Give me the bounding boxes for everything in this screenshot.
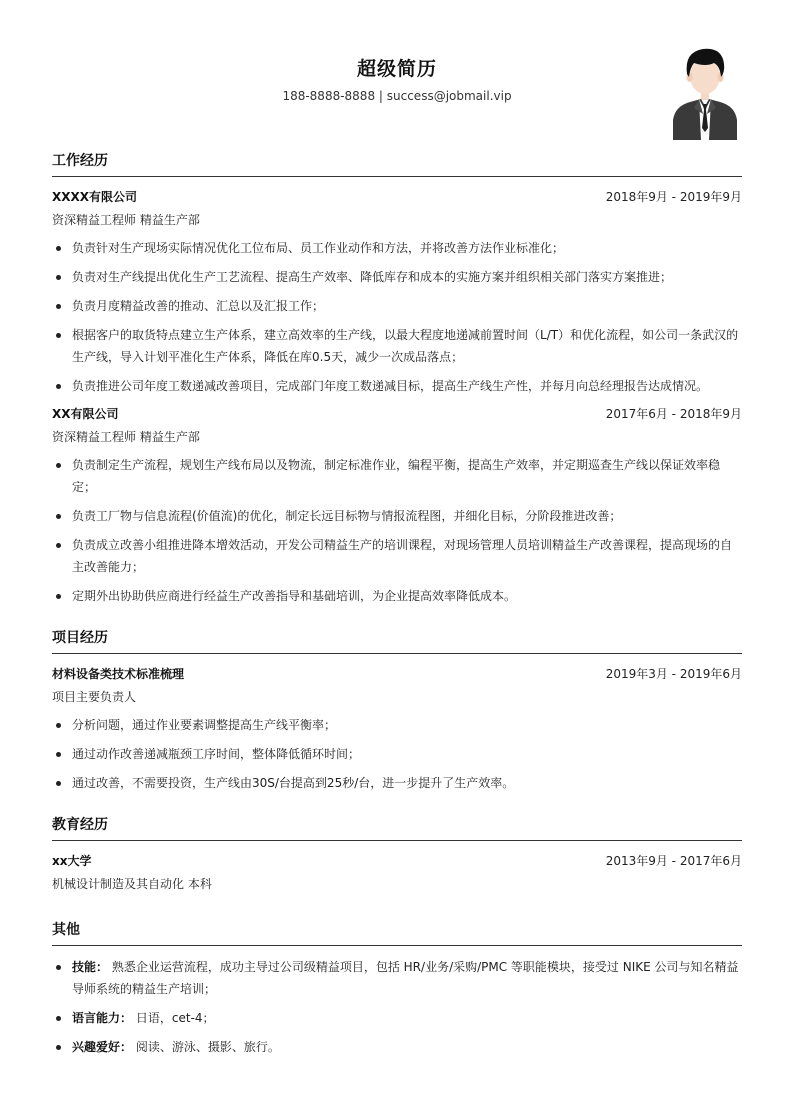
date-range: 2013年9月 - 2017年6月 <box>605 854 742 868</box>
date-range: 2017年6月 - 2018年9月 <box>605 407 742 421</box>
project-achievement-list <box>52 714 742 794</box>
company-name: XXXX有限公司 <box>52 190 138 204</box>
education-entry <box>52 851 742 895</box>
list-item: 负责针对生产现场实际情况优化工位布局、员工作业动作和方法，并将改善方法作业标准化； <box>52 237 742 259</box>
list-item <box>52 956 742 1000</box>
hobbies-text: 阅读、游泳、摄影、旅行。 <box>135 1040 280 1054</box>
language-label: 语言能力： <box>72 1011 133 1025</box>
responsibility-list <box>52 454 742 607</box>
candidate-name: 超级简历 <box>356 58 437 80</box>
job-title: 资深精益工程师 精益生产部 <box>52 430 200 444</box>
school-name: xx大学 <box>52 854 92 868</box>
list-item: 分析问题，通过作业要素调整提高生产线平衡率； <box>52 714 742 736</box>
major-degree: 机械设计制造及其自动化 本科 <box>52 877 212 891</box>
work-experience-section <box>52 150 742 607</box>
date-range: 2018年9月 - 2019年9月 <box>605 190 742 204</box>
education-section <box>52 814 742 895</box>
list-item: 负责成立改善小组推进降本增效活动，开发公司精益生产的培训课程，对现场管理人员培训精益生产改善课程，提高现场的自主改善能力； <box>52 534 742 578</box>
section-title-work: 工作经历 <box>52 150 742 177</box>
job-title: 资深精益工程师 精益生产部 <box>52 213 200 227</box>
list-item: 通过动作改善递减瓶颈工序时间，整体降低循环时间； <box>52 743 742 765</box>
list-item: 负责制定生产流程，规划生产线布局以及物流，制定标准作业，编程平衡，提高生产效率，并定期巡查生产线以保证效率稳定； <box>52 454 742 498</box>
contact-info: 188-8888-8888 | success@jobmail.vip <box>282 89 512 103</box>
list-item: 负责对生产线提出优化生产工艺流程、提高生产效率、降低库存和成本的实施方案并组织相关部门落实方案推进； <box>52 266 742 288</box>
language-text: 日语，cet-4； <box>135 1011 215 1025</box>
skills-text: 熟悉企业运营流程，成功主导过公司级精益项目，包括 HR/业务/采购/PMC 等职能模块，接受过 NIKE 公司与知名精益导师系统的精益生产培训； <box>72 960 739 996</box>
hobbies-label: 兴趣爱好： <box>72 1040 133 1054</box>
resume-page <box>52 0 742 1065</box>
skills-label: 技能： <box>72 960 109 974</box>
list-item: 负责推进公司年度工数递减改善项目，完成部门年度工数递减目标，提高生产线生产性，并每月向总经理报告达成情况。 <box>52 375 742 397</box>
list-item: 通过改善，不需要投资，生产线由30S/台提高到25秒/台，进一步提升了生产效率。 <box>52 772 742 794</box>
section-title-education: 教育经历 <box>52 814 742 841</box>
responsibility-list <box>52 237 742 397</box>
list-item <box>52 1036 742 1058</box>
project-experience-section <box>52 627 742 794</box>
project-role: 项目主要负责人 <box>52 690 137 704</box>
list-item: 根据客户的取货特点建立生产体系，建立高效率的生产线，以最大程度地递减前置时间（L/T）和优化流程，如公司一条武汉的生产线，导入计划平准化生产体系，降低在库0.5天，减少一次成品落点； <box>52 324 742 368</box>
date-range: 2019年3月 - 2019年6月 <box>605 667 742 681</box>
list-item <box>52 1007 742 1029</box>
resume-header <box>52 0 742 150</box>
section-title-project: 项目经历 <box>52 627 742 654</box>
avatar <box>670 44 740 140</box>
list-item: 定期外出协助供应商进行经益生产改善指导和基础培训，为企业提高效率降低成本。 <box>52 585 742 607</box>
work-entry <box>52 404 742 607</box>
work-entry <box>52 187 742 397</box>
company-name: XX有限公司 <box>52 407 119 421</box>
list-item: 负责工厂物与信息流程(价值流)的优化，制定长远目标物与情报流程图，并细化目标，分阶段推进改善； <box>52 505 742 527</box>
project-entry <box>52 664 742 794</box>
other-section <box>52 919 742 1058</box>
project-name: 材料设备类技术标准梳理 <box>52 667 185 681</box>
section-title-other: 其他 <box>52 919 742 946</box>
other-info-list <box>52 956 742 1058</box>
list-item: 负责月度精益改善的推动、汇总以及汇报工作； <box>52 295 742 317</box>
